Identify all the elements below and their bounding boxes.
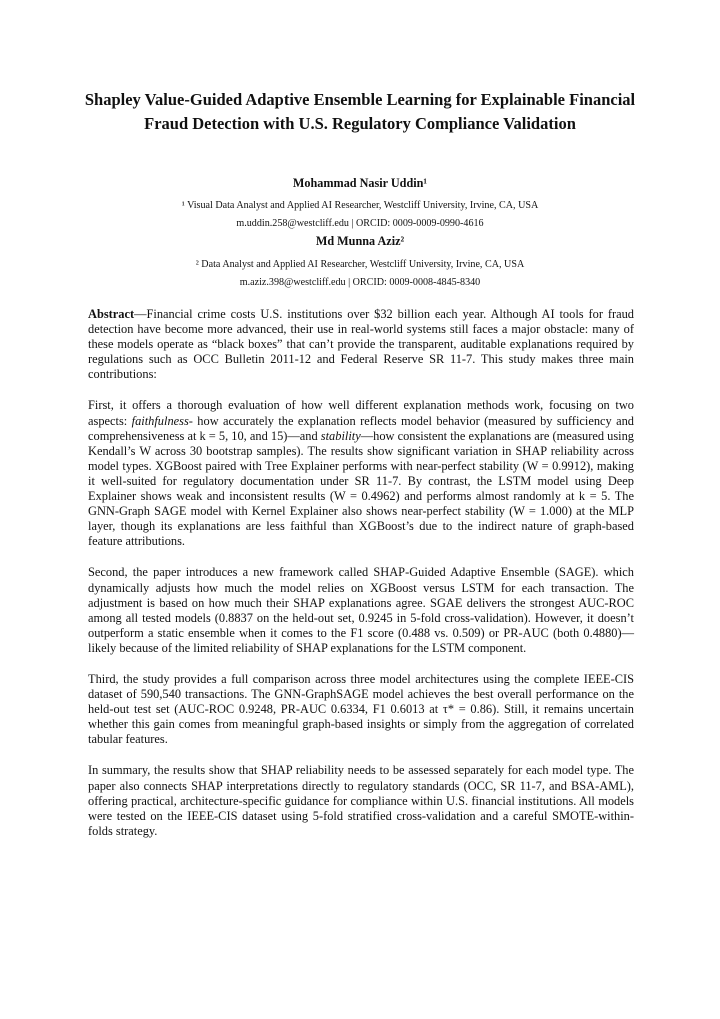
contribution-paragraph-1	[88, 398, 634, 549]
para1-emphasis-faithfulness: faithfulness	[131, 413, 189, 428]
summary-paragraph: In summary, the results show that SHAP reliability needs to be assessed separately for each model type. The paper also connects SHAP interpretations directly to regulatory standards (OCC, SR 11-7, and BSA-AML), offering practical, architecture-specific guidance for compliance within U.S. financial institutions. All models were tested on the IEEE-CIS dataset using 5-fold stratified cross-validation and a careful SMOTE-within-folds strategy.	[88, 763, 634, 838]
contribution-paragraph-2: Second, the paper introduces a new framework called SHAP-Guided Adaptive Ensemble (SAGE). which dynamically adjusts how much the model relies on XGBoost versus LSTM for each transaction. The adjustment is based on how much their SHAP explanations agree. SGAE delivers the strongest AUC-ROC among all tested models (0.8837 on the held-out set, 0.9245 in 5-fold cross-validation). However, it doesn’t outperform a static ensemble when it comes to the F1 score (0.488 vs. 0.509) or PR-AUC (both 0.4880)—likely because of the limited reliability of SHAP explanations for the LSTM component.	[88, 565, 634, 655]
abstract-text: —Financial crime costs U.S. institutions over $32 billion each year. Although AI tools for fraud detection have become more advanced, their use in real-world systems still faces a major obstacle: many of these models operate as “black boxes” that can’t provide the transparent, auditable explanations required by regulations such as OCC Bulletin 2011-12 and Federal Reserve SR 11-7. This study makes three main contributions:	[88, 307, 634, 382]
paper-title: Shapley Value-Guided Adaptive Ensemble Learning for Explainable Financial Fraud Detection with U.S. Regulatory Compliance Validation	[84, 90, 636, 133]
contribution-paragraph-3: Third, the study provides a full comparison across three model architectures using the complete IEEE-CIS dataset of 590,540 transactions. The GNN-GraphSAGE model achieves the best overall performance on the held-out test set (AUC-ROC 0.9248, PR-AUC 0.6334, F1 0.6013 at τ* = 0.86). Still, it remains uncertain whether this gain comes from meaningful graph-based insights or simply from the aggregation of correlated tabular features.	[88, 671, 634, 747]
paper-body	[88, 307, 634, 855]
author-contact-1: m.uddin.258@westcliff.edu | ORCID: 0009-0009-0990-4616	[236, 218, 484, 229]
author-name-1: Mohammad Nasir Uddin¹	[292, 176, 428, 190]
author-name-2: Md Munna Aziz²	[315, 234, 405, 248]
para1-text-b: - how accurately the explanation reflects model behavior (measured by sufficiency and comprehensiveness at k = 5, 10, and 15)—and	[88, 413, 635, 443]
abstract-paragraph	[88, 307, 634, 382]
para1-emphasis-stability: stability	[320, 428, 361, 443]
author-affiliation-1: ¹ Visual Data Analyst and Applied AI Researcher, Westcliff University, Irvine, CA, USA	[181, 200, 539, 211]
para1-text-a: First, it offers a thorough evaluation of how well different explanation methods work, focusing on two aspects:	[88, 398, 634, 428]
para1-text-c: —how consistent the explanations are (measured using Kendall’s W across 30 bootstrap samples). The results show significant variation in SHAP reliability across model types. XGBoost paired with Tree Explainer performs with near-perfect stability (W = 0.9912), making it well-suited for regulatory documentation under SR 11-7. By contrast, the LSTM model using Deep Explainer shows weak and inconsistent results (W = 0.4962) and performs almost randomly at k = 5. The GNN-Graph SAGE model with Kernel Explainer also shows near-perfect stability (W = 1.000) at the MLP layer, though its explanations are less faithful than XGBoost’s due to the indirect nature of graph-based feature attributions.	[88, 428, 634, 549]
abstract-label: Abstract	[88, 307, 135, 321]
author-affiliation-2: ² Data Analyst and Applied AI Researcher, Westcliff University, Irvine, CA, USA	[195, 259, 525, 270]
author-contact-2: m.aziz.398@westcliff.edu | ORCID: 0009-0008-4845-8340	[239, 277, 481, 288]
